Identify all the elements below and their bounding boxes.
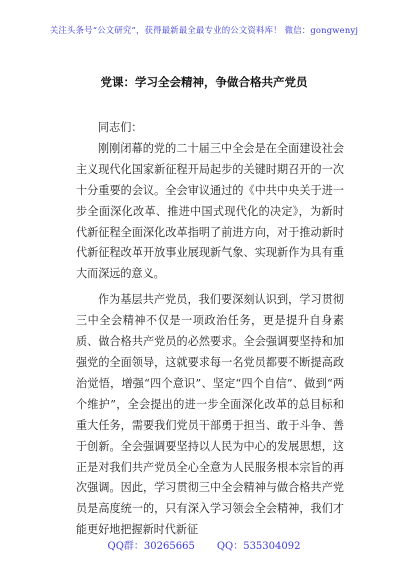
- paragraph-1: 刚刚闭幕的党的二十届三中全会是在全面建设社会主义现代化国家新征程开局起步的关键时期召开的一次十分重要的会议。全会审议通过的《中共中央关于进一步全面深化改革、推进中国式现代化的决定》，为新时代新征程全面深化改革指明了前进方向，对于推动新时代新征程改革开放事业展现新气象、实现新作为具有重大而深远的意义。: [76, 141, 344, 281]
- footer-qq-group: QQ群：30265665: [107, 541, 195, 552]
- document-body: [76, 118, 344, 546]
- header-promo-line: 关注头条号“公文研究”，获得最新最全最专业的公文资料库！ 微信：gongwenyj: [49, 25, 359, 35]
- footer-qq-number: QQ：535304092: [216, 541, 301, 552]
- footer-contact: [0, 537, 408, 552]
- paragraph-2: 作为基层共产党员，我们要深刻认识到，学习贯彻三中全会精神不仅是一项政治任务，更是提升自身素质、做合格共产党员的必然要求。全会强调要坚持和加强党的全面领导，这就要求每一名党员都要不断提高政治觉悟，增强“四个意识”、坚定“四个自信”、做到“两个维护”，全会提出的进一步全面深化改革的总目标和重大任务，需要我们党员干部勇于担当、敢于斗争、善于创新。全会强调要坚持以人民为中心的发展思想，这正是对我们共产党员全心全意为人民服务根本宗旨的再次强调。因此，学习贯彻三中全会精神与做合格共产党员是高度统一的，只有深入学习领会全会精神，我们才能更好地把握新时代新征: [76, 293, 344, 537]
- salutation: 同志们：: [98, 121, 143, 134]
- document-title: 党课：学习全会精神，争做合格共产党员: [100, 75, 308, 89]
